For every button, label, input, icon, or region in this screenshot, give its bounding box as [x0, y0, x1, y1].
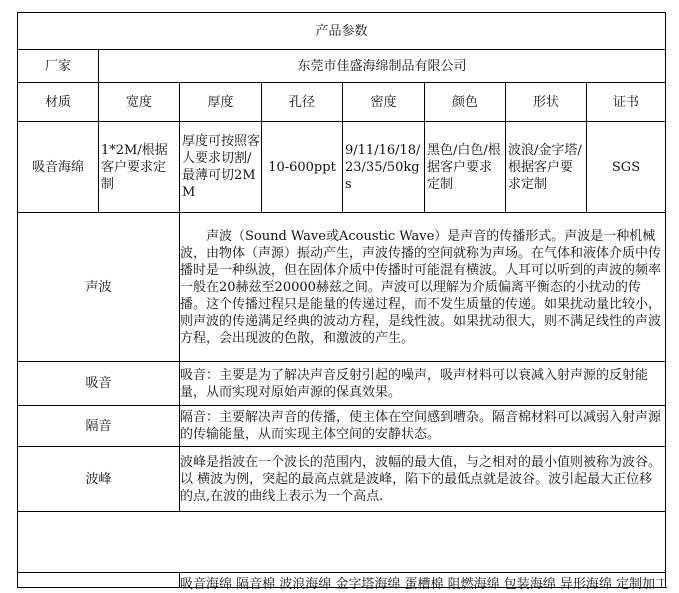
section-label-wave-crest: 波峰	[18, 447, 180, 512]
empty-cell	[18, 512, 666, 573]
header-pore-size: 孔径	[262, 83, 343, 122]
section-label-isolation: 隔音	[18, 406, 180, 447]
value-color: 黑色/白色/根据客户要求定制	[425, 122, 506, 213]
header-color: 颜色	[425, 83, 506, 122]
header-density: 密度	[343, 83, 425, 122]
section-label-sound-wave: 声波	[18, 213, 180, 362]
section-label-absorption: 吸音	[18, 362, 180, 406]
section-text-sound-wave-cell	[180, 213, 666, 362]
section-row-wave-crest	[18, 447, 666, 512]
header-row	[18, 83, 666, 122]
value-row	[18, 122, 666, 213]
product-spec-table	[17, 12, 669, 592]
header-certificate: 证书	[587, 83, 666, 122]
header-thickness: 厚度	[180, 83, 262, 122]
manufacturer-label: 厂家	[18, 50, 99, 83]
section-text-absorption: 吸音：主要是为了解决声音反射引起的噪声，吸声材料可以衰减入射声源的反射能量，从而实现对原始声源的保真效果。	[180, 362, 666, 406]
section-row-sound-wave	[18, 213, 666, 362]
header-shape: 形状	[506, 83, 587, 122]
cut-off-label-cell	[18, 573, 180, 588]
title-row	[18, 13, 666, 50]
cut-off-row	[18, 573, 666, 588]
value-thickness: 厚度可按照客人要求切割/最薄可切2MM	[180, 122, 262, 213]
manufacturer-row	[18, 50, 666, 83]
header-width: 宽度	[99, 83, 180, 122]
cut-off-text-cell	[180, 573, 669, 592]
section-text-isolation: 隔音：主要解决声音的传播，使主体在空间感到嘈杂。隔音棉材料可以减弱入射声源的传输能量，从而实现主体空间的安静状态。	[180, 406, 666, 447]
cut-off-text: 吸音海绵 隔音棉 波浪海绵 金字塔海绵 蛋槽棉 阻燃海绵 包装海绵 异形海绵 定制加工	[180, 577, 669, 592]
value-width: 1*2M/根据客户要求定制	[99, 122, 180, 213]
value-pore-size: 10-600ppt	[262, 122, 343, 213]
value-material: 吸音海绵	[18, 122, 99, 213]
section-row-isolation	[18, 406, 666, 447]
empty-row	[18, 512, 666, 573]
manufacturer-value: 东莞市佳盛海绵制品有限公司	[99, 50, 666, 83]
table-title: 产品参数	[18, 13, 666, 50]
value-density: 9/11/16/18/23/35/50kgs	[343, 122, 425, 213]
section-text-wave-crest: 波峰是指波在一个波长的范围内，波幅的最大值，与之相对的最小值则被称为波谷。以 横波为例，突起的最高点就是波峰，陷下的最低点就是波谷。波引起最大正位移的点,在波的曲线上表示为一个高点.	[180, 447, 666, 512]
value-certificate: SGS	[587, 122, 666, 213]
header-material: 材质	[18, 83, 99, 122]
value-shape: 波浪/金字塔/根据客户要求定制	[506, 122, 587, 213]
section-text-sound-wave: 声波（Sound Wave或Acoustic Wave）是声音的传播形式。声波是一种机械波，由物体（声源）振动产生，声波传播的空间就称为声场。在气体和液体介质中传播时是一种纵波，但在固体介质中传播时可能混有横波。人耳可以听到的声波的频率一般在20赫兹至20000赫兹之间。声波可以理解为介质偏离平衡态的小扰动的传播。这个传播过程只是能量的传递过程，而不发生质量的传递。如果扰动量比较小，则声波的传递满足经典的波动方程，是线性波。如果扰动很大，则不满足线性的声波方程，会出现波的色散，和激波的产生。	[180, 228, 662, 346]
section-row-absorption	[18, 362, 666, 406]
